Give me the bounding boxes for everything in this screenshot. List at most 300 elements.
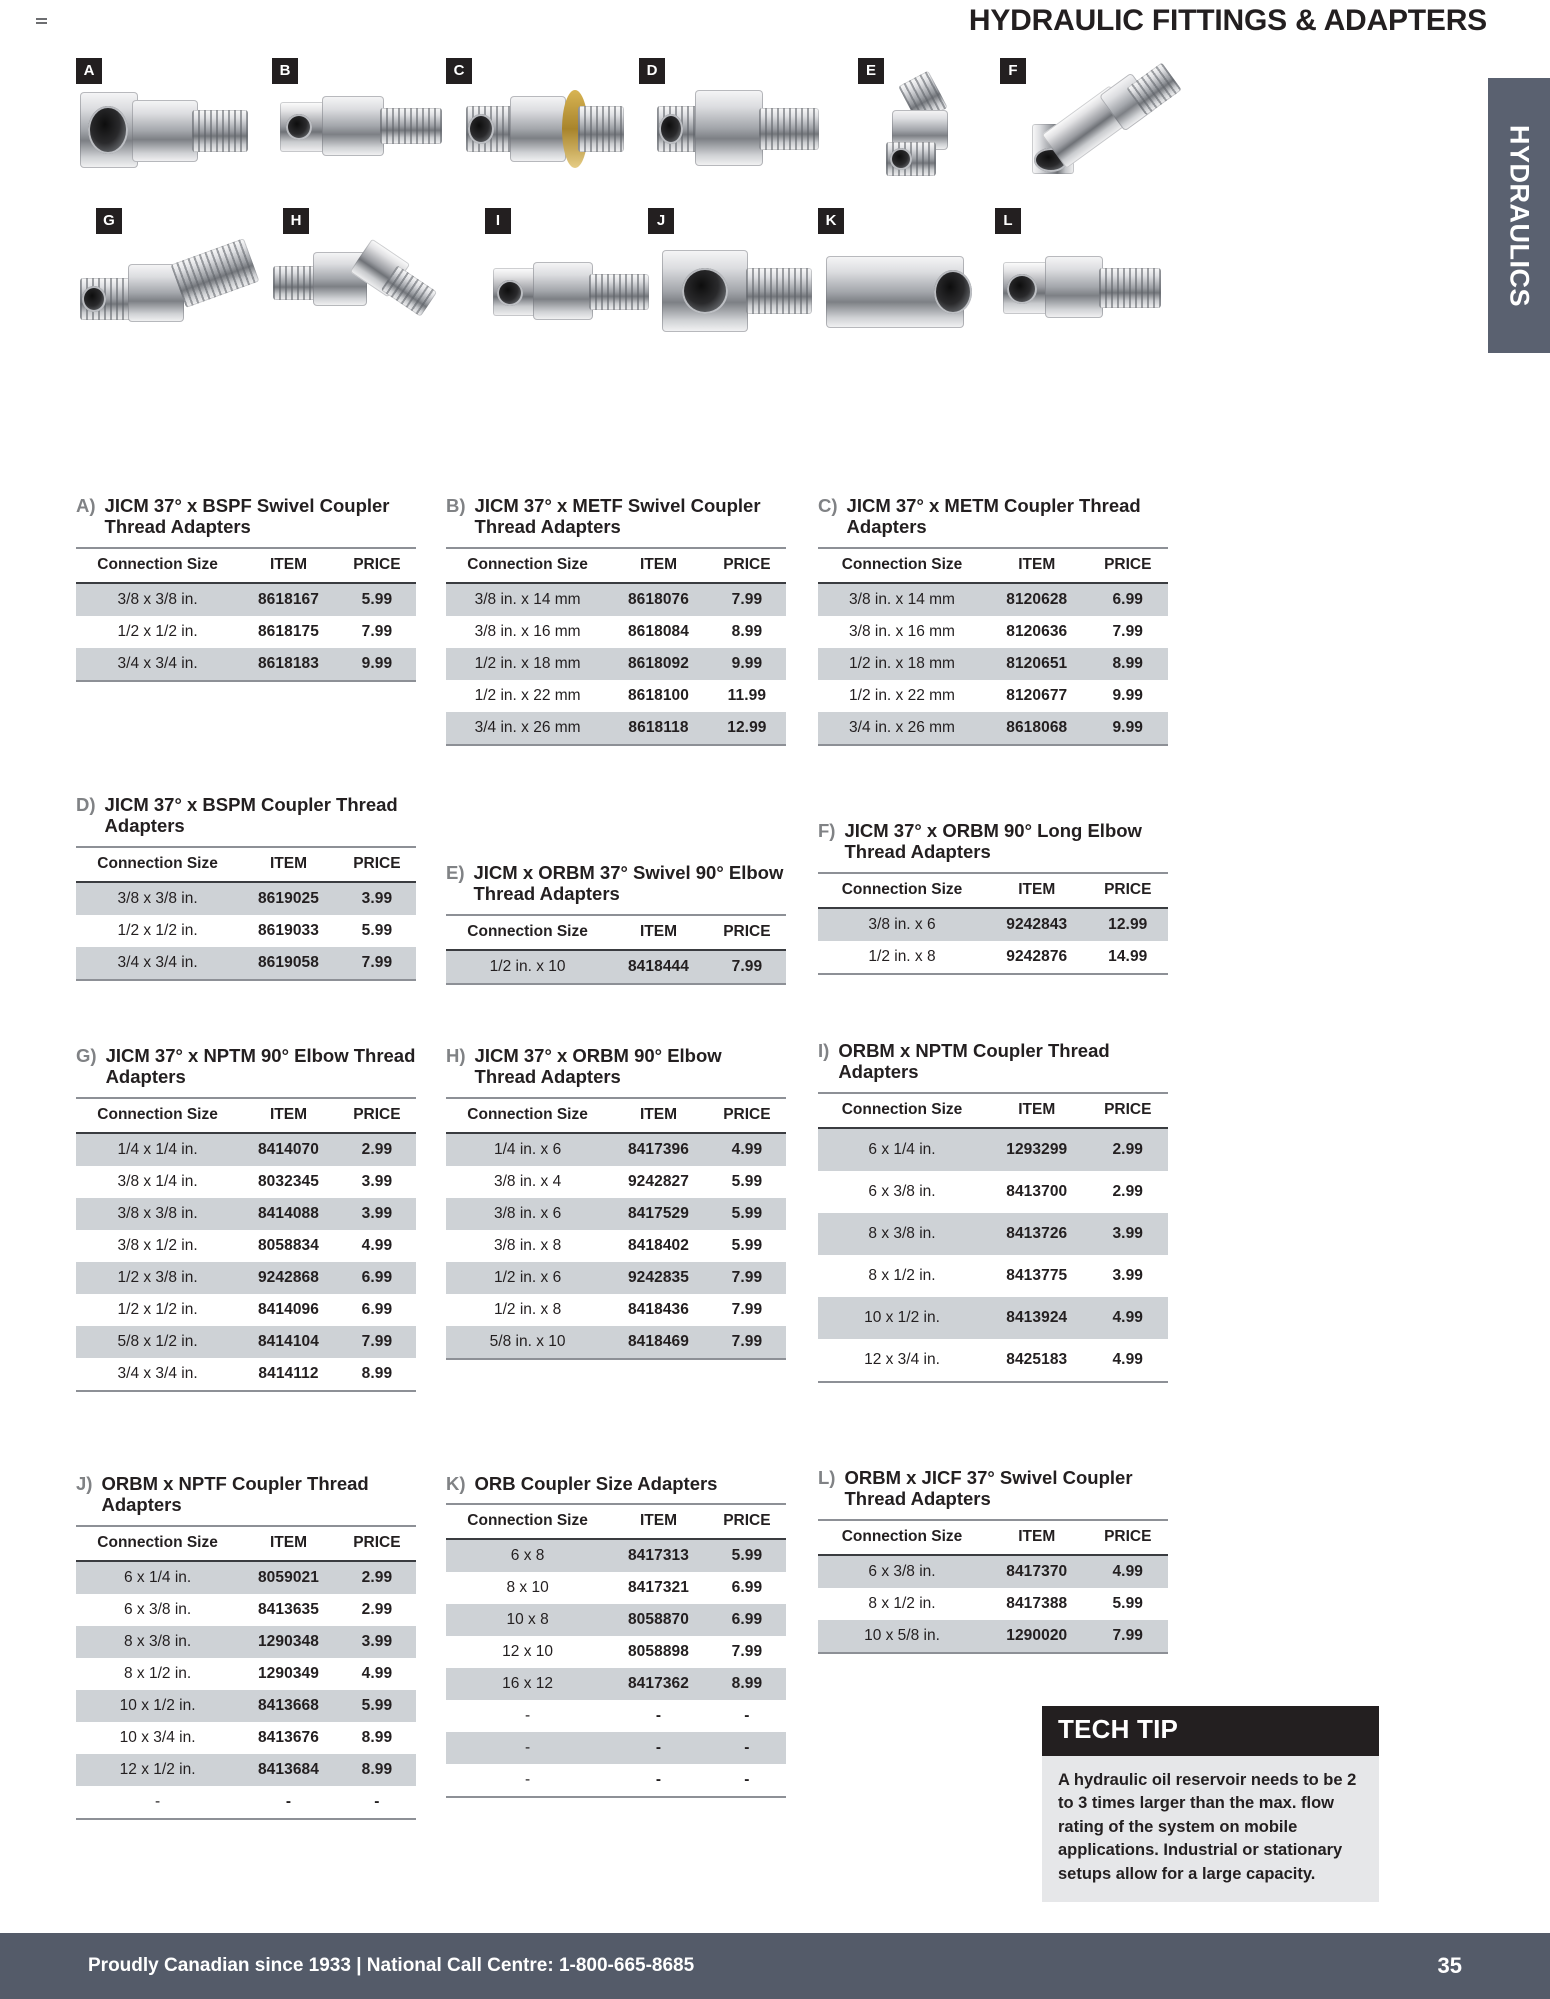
- table-row: [76, 616, 416, 648]
- product-table-d: [76, 846, 416, 981]
- cell-item: 8032345: [239, 1166, 338, 1198]
- col-item: ITEM: [609, 1098, 708, 1133]
- cell-price: 3.99: [1088, 1255, 1169, 1297]
- product-photo-j: [648, 208, 828, 338]
- col-connection-size: Connection Size: [818, 1093, 986, 1128]
- section-tab-hydraulics: [1488, 78, 1550, 353]
- table-letter-j: J): [76, 1473, 93, 1494]
- col-connection-size: Connection Size: [818, 548, 986, 583]
- table-title-c: [818, 495, 1168, 538]
- cell-size: 6 x 8: [446, 1539, 609, 1572]
- cell-size: 3/8 in. x 4: [446, 1166, 609, 1198]
- table-row: [818, 680, 1168, 712]
- table-row: [76, 1166, 416, 1198]
- cell-size: 3/8 in. x 16 mm: [446, 616, 609, 648]
- cell-size: 1/2 x 3/8 in.: [76, 1262, 239, 1294]
- product-table-i: [818, 1092, 1168, 1383]
- cell-size: 3/8 in. x 16 mm: [818, 616, 986, 648]
- cell-price: 3.99: [338, 1198, 416, 1230]
- cell-price: 3.99: [338, 1166, 416, 1198]
- table-row: [446, 1230, 786, 1262]
- product-table-e: [446, 914, 786, 985]
- cell-item: 8425183: [986, 1339, 1088, 1382]
- crop-mark-icon: [36, 18, 47, 25]
- table-row: [446, 1326, 786, 1359]
- table-header-row: [76, 548, 416, 583]
- table-name-k: ORB Coupler Size Adapters: [474, 1473, 718, 1494]
- table-row: [446, 1636, 786, 1668]
- photo-badge-d: D: [639, 58, 665, 84]
- table-row: [818, 1555, 1168, 1588]
- cell-price: 6.99: [338, 1294, 416, 1326]
- cell-size: 3/8 x 3/8 in.: [76, 583, 239, 616]
- cell-price: 3.99: [338, 882, 416, 915]
- cell-price: 5.99: [708, 1539, 786, 1572]
- col-price: PRICE: [1088, 1520, 1169, 1555]
- col-connection-size: Connection Size: [446, 915, 609, 950]
- cell-price: 7.99: [708, 583, 786, 616]
- cell-size: 10 x 5/8 in.: [818, 1620, 986, 1653]
- table-row: [76, 1326, 416, 1358]
- table-header-row: [818, 1520, 1168, 1555]
- col-item: ITEM: [239, 1526, 338, 1561]
- cell-item: 8417529: [609, 1198, 708, 1230]
- cell-price: 14.99: [1088, 941, 1169, 974]
- table-name-b: JICM 37° x METF Swivel Coupler Thread Adapters: [474, 495, 761, 538]
- cell-size: 3/4 x 3/4 in.: [76, 648, 239, 681]
- table-block-g: [76, 1045, 416, 1392]
- cell-item: 8414096: [239, 1294, 338, 1326]
- cell-price: -: [708, 1700, 786, 1732]
- table-title-e: [446, 862, 786, 905]
- cell-size: 6 x 1/4 in.: [818, 1128, 986, 1171]
- table-row: [818, 1128, 1168, 1171]
- cell-price: 6.99: [1088, 583, 1169, 616]
- cell-size: 10 x 1/2 in.: [818, 1297, 986, 1339]
- cell-size: 6 x 1/4 in.: [76, 1561, 239, 1594]
- cell-item: 8413924: [986, 1297, 1088, 1339]
- cell-size: 3/8 in. x 6: [818, 908, 986, 941]
- table-block-h: [446, 1045, 786, 1360]
- product-table-k: [446, 1503, 786, 1798]
- col-item: ITEM: [239, 1098, 338, 1133]
- cell-size: 1/2 in. x 6: [446, 1262, 609, 1294]
- cell-item: 8120677: [986, 680, 1088, 712]
- cell-item: -: [609, 1764, 708, 1797]
- table-title-h: [446, 1045, 786, 1088]
- cell-item: 8413676: [239, 1722, 338, 1754]
- cell-price: 6.99: [338, 1262, 416, 1294]
- cell-size: 8 x 1/2 in.: [76, 1658, 239, 1690]
- cell-size: 8 x 10: [446, 1572, 609, 1604]
- cell-size: 3/8 x 3/8 in.: [76, 882, 239, 915]
- cell-item: 9242835: [609, 1262, 708, 1294]
- cell-item: 8619058: [239, 947, 338, 980]
- table-block-j: [76, 1473, 416, 1820]
- table-row: [446, 1572, 786, 1604]
- product-table-g: [76, 1097, 416, 1392]
- table-header-row: [818, 1093, 1168, 1128]
- table-header-row: [76, 1526, 416, 1561]
- table-row: [76, 1754, 416, 1786]
- table-name-a: JICM 37° x BSPF Swivel Coupler Thread Adapters: [104, 495, 390, 538]
- table-header-row: [446, 1098, 786, 1133]
- table-row: [446, 1539, 786, 1572]
- table-block-k: [446, 1473, 786, 1798]
- table-row: [818, 1339, 1168, 1382]
- cell-size: 1/2 in. x 22 mm: [446, 680, 609, 712]
- table-header-row: [446, 1504, 786, 1539]
- table-row: [446, 648, 786, 680]
- cell-item: 8120628: [986, 583, 1088, 616]
- cell-size: 8 x 1/2 in.: [818, 1588, 986, 1620]
- cell-price: 4.99: [1088, 1339, 1169, 1382]
- cell-price: 7.99: [708, 1326, 786, 1359]
- cell-item: 8120651: [986, 648, 1088, 680]
- cell-item: 8417370: [986, 1555, 1088, 1588]
- col-price: PRICE: [1088, 873, 1169, 908]
- cell-item: 8618076: [609, 583, 708, 616]
- cell-size: 12 x 3/4 in.: [818, 1339, 986, 1382]
- cell-price: 9.99: [338, 648, 416, 681]
- cell-price: 5.99: [338, 583, 416, 616]
- col-price: PRICE: [338, 548, 416, 583]
- fitting-illustration-g: [80, 246, 260, 338]
- table-title-f: [818, 820, 1168, 863]
- product-photo-d: [639, 58, 819, 188]
- cell-size: 3/8 in. x 14 mm: [446, 583, 609, 616]
- cell-item: 8417388: [986, 1588, 1088, 1620]
- table-title-i: [818, 1040, 1168, 1083]
- col-price: PRICE: [1088, 548, 1169, 583]
- col-price: PRICE: [338, 847, 416, 882]
- product-table-a: [76, 547, 416, 682]
- cell-item: 8413668: [239, 1690, 338, 1722]
- cell-size: 6 x 3/8 in.: [76, 1594, 239, 1626]
- cell-item: 8414112: [239, 1358, 338, 1391]
- fitting-illustration-d: [657, 82, 822, 176]
- cell-size: 1/2 x 1/2 in.: [76, 915, 239, 947]
- cell-price: 8.99: [338, 1754, 416, 1786]
- cell-price: 3.99: [1088, 1213, 1169, 1255]
- cell-item: -: [239, 1786, 338, 1819]
- cell-size: -: [446, 1732, 609, 1764]
- cell-price: 9.99: [1088, 680, 1169, 712]
- fitting-illustration-c: [466, 84, 626, 176]
- table-name-g: JICM 37° x NPTM 90° Elbow Thread Adapters: [105, 1045, 416, 1088]
- col-item: ITEM: [609, 915, 708, 950]
- fitting-illustration-b: [280, 92, 445, 164]
- table-name-h: JICM 37° x ORBM 90° Elbow Thread Adapters: [474, 1045, 722, 1088]
- col-price: PRICE: [1088, 1093, 1169, 1128]
- photo-badge-i: I: [485, 208, 511, 234]
- table-letter-b: B): [446, 495, 466, 516]
- cell-size: 1/2 in. x 18 mm: [446, 648, 609, 680]
- table-row: [818, 908, 1168, 941]
- cell-item: 1290349: [239, 1658, 338, 1690]
- table-header-row: [818, 548, 1168, 583]
- cell-item: 8618084: [609, 616, 708, 648]
- table-row: [446, 1732, 786, 1764]
- cell-item: 1290348: [239, 1626, 338, 1658]
- table-name-l: ORBM x JICF 37° Swivel Coupler Thread Adapters: [844, 1467, 1133, 1510]
- cell-item: 8413726: [986, 1213, 1088, 1255]
- cell-size: 16 x 12: [446, 1668, 609, 1700]
- cell-size: 1/2 in. x 8: [446, 1294, 609, 1326]
- product-table-l: [818, 1519, 1168, 1654]
- product-photo-b: [272, 58, 447, 188]
- table-row: [818, 1588, 1168, 1620]
- col-connection-size: Connection Size: [446, 548, 609, 583]
- table-row: [76, 583, 416, 616]
- table-title-b: [446, 495, 786, 538]
- photo-badge-b: B: [272, 58, 298, 84]
- cell-price: 5.99: [338, 1690, 416, 1722]
- table-title-g: [76, 1045, 416, 1088]
- col-connection-size: Connection Size: [818, 873, 986, 908]
- fitting-illustration-a: [80, 84, 250, 176]
- col-item: ITEM: [986, 873, 1088, 908]
- cell-price: 3.99: [338, 1626, 416, 1658]
- cell-size: 3/4 x 3/4 in.: [76, 947, 239, 980]
- cell-item: 8413700: [986, 1171, 1088, 1213]
- cell-size: -: [446, 1764, 609, 1797]
- cell-item: 8414070: [239, 1133, 338, 1166]
- cell-item: 8058834: [239, 1230, 338, 1262]
- col-price: PRICE: [338, 1526, 416, 1561]
- table-row: [446, 1294, 786, 1326]
- product-photo-h: [283, 208, 463, 338]
- cell-price: -: [708, 1764, 786, 1797]
- cell-size: 1/2 in. x 10: [446, 950, 609, 984]
- product-table-c: [818, 547, 1168, 746]
- table-block-l: [818, 1467, 1168, 1654]
- table-row: [818, 1213, 1168, 1255]
- cell-price: 4.99: [1088, 1555, 1169, 1588]
- cell-item: 1290020: [986, 1620, 1088, 1653]
- cell-size: 3/8 in. x 6: [446, 1198, 609, 1230]
- cell-price: 8.99: [708, 616, 786, 648]
- cell-price: 2.99: [1088, 1171, 1169, 1213]
- cell-item: 8417321: [609, 1572, 708, 1604]
- cell-size: 3/4 in. x 26 mm: [818, 712, 986, 745]
- table-row: [76, 1230, 416, 1262]
- cell-item: 9242868: [239, 1262, 338, 1294]
- cell-price: 8.99: [708, 1668, 786, 1700]
- product-photo-a: [76, 58, 251, 188]
- cell-price: 5.99: [1088, 1588, 1169, 1620]
- cell-item: 8618183: [239, 648, 338, 681]
- col-item: ITEM: [609, 1504, 708, 1539]
- cell-item: 8413635: [239, 1594, 338, 1626]
- product-photo-c: [446, 58, 626, 188]
- table-row: [76, 1786, 416, 1819]
- table-row: [446, 1198, 786, 1230]
- cell-item: 8417362: [609, 1668, 708, 1700]
- cell-price: -: [338, 1786, 416, 1819]
- tech-tip-body: A hydraulic oil reservoir needs to be 2 to 3 times larger than the max. flow rating of the system on mobile applications. Industrial or stationary setups allow for a large capacity.: [1042, 1756, 1379, 1902]
- cell-size: 3/8 x 1/2 in.: [76, 1230, 239, 1262]
- table-block-d: [76, 794, 416, 981]
- table-name-i: ORBM x NPTM Coupler Thread Adapters: [838, 1040, 1110, 1083]
- page-footer: [0, 1933, 1550, 1999]
- cell-price: 9.99: [1088, 712, 1169, 745]
- fitting-illustration-h: [273, 242, 448, 338]
- cell-price: 7.99: [708, 1262, 786, 1294]
- table-row: [818, 1171, 1168, 1213]
- cell-item: 8618175: [239, 616, 338, 648]
- cell-item: 8413775: [986, 1255, 1088, 1297]
- product-photo-g: [96, 208, 276, 338]
- cell-price: 7.99: [338, 616, 416, 648]
- table-name-f: JICM 37° x ORBM 90° Long Elbow Thread Adapters: [844, 820, 1142, 863]
- cell-price: 7.99: [708, 950, 786, 984]
- cell-item: 8418436: [609, 1294, 708, 1326]
- cell-price: 11.99: [708, 680, 786, 712]
- table-row: [446, 616, 786, 648]
- table-row: [818, 1297, 1168, 1339]
- footer-tagline: Proudly Canadian since 1933 | National Call Centre: 1-800-665-8685: [88, 1955, 695, 1976]
- page-title: HYDRAULIC FITTINGS & ADAPTERS: [968, 4, 1487, 37]
- table-letter-f: F): [818, 820, 836, 841]
- table-row: [818, 1255, 1168, 1297]
- cell-item: 8417396: [609, 1133, 708, 1166]
- col-item: ITEM: [239, 847, 338, 882]
- table-row: [818, 616, 1168, 648]
- photo-badge-h: H: [283, 208, 309, 234]
- table-title-d: [76, 794, 416, 837]
- table-row: [76, 1690, 416, 1722]
- cell-price: 2.99: [338, 1561, 416, 1594]
- fitting-illustration-f: [1022, 72, 1178, 184]
- cell-price: 5.99: [708, 1198, 786, 1230]
- cell-size: 1/4 x 1/4 in.: [76, 1133, 239, 1166]
- cell-price: 12.99: [1088, 908, 1169, 941]
- col-connection-size: Connection Size: [76, 847, 239, 882]
- cell-size: 12 x 10: [446, 1636, 609, 1668]
- table-block-b: [446, 495, 786, 746]
- table-row: [446, 583, 786, 616]
- cell-size: 8 x 3/8 in.: [818, 1213, 986, 1255]
- table-header-row: [76, 1098, 416, 1133]
- col-price: PRICE: [708, 548, 786, 583]
- cell-price: -: [708, 1732, 786, 1764]
- cell-item: 8618167: [239, 583, 338, 616]
- table-letter-h: H): [446, 1045, 466, 1066]
- cell-price: 2.99: [338, 1594, 416, 1626]
- table-row: [818, 583, 1168, 616]
- col-connection-size: Connection Size: [446, 1098, 609, 1133]
- table-row: [446, 1700, 786, 1732]
- photo-badge-e: E: [858, 58, 884, 84]
- fitting-illustration-e: [872, 76, 992, 180]
- product-table-b: [446, 547, 786, 746]
- col-connection-size: Connection Size: [818, 1520, 986, 1555]
- cell-item: 1293299: [986, 1128, 1088, 1171]
- table-row: [76, 1358, 416, 1391]
- table-row: [446, 1764, 786, 1797]
- table-title-j: [76, 1473, 416, 1516]
- col-item: ITEM: [239, 548, 338, 583]
- table-title-l: [818, 1467, 1168, 1510]
- cell-size: 3/4 in. x 26 mm: [446, 712, 609, 745]
- product-table-j: [76, 1525, 416, 1820]
- table-title-a: [76, 495, 416, 538]
- cell-size: 1/4 in. x 6: [446, 1133, 609, 1166]
- cell-item: 8418469: [609, 1326, 708, 1359]
- table-name-e: JICM x ORBM 37° Swivel 90° Elbow Thread Adapters: [473, 862, 784, 905]
- table-row: [76, 1658, 416, 1690]
- product-photo-e: [858, 58, 1008, 188]
- cell-price: 7.99: [1088, 1620, 1169, 1653]
- cell-price: 5.99: [708, 1230, 786, 1262]
- fitting-illustration-k: [826, 256, 986, 334]
- section-tab-label: HYDRAULICS: [1504, 124, 1535, 307]
- cell-price: 6.99: [708, 1572, 786, 1604]
- tech-tip-heading: TECH TIP: [1042, 1706, 1379, 1756]
- table-row: [76, 648, 416, 681]
- cell-price: 5.99: [708, 1166, 786, 1198]
- cell-size: -: [76, 1786, 239, 1819]
- cell-price: 4.99: [708, 1133, 786, 1166]
- cell-size: -: [446, 1700, 609, 1732]
- cell-size: 1/2 in. x 18 mm: [818, 648, 986, 680]
- cell-item: -: [609, 1700, 708, 1732]
- col-price: PRICE: [338, 1098, 416, 1133]
- cell-price: 7.99: [1088, 616, 1169, 648]
- table-row: [76, 1722, 416, 1754]
- table-row: [76, 1133, 416, 1166]
- cell-price: 4.99: [338, 1658, 416, 1690]
- cell-item: 8058898: [609, 1636, 708, 1668]
- cell-size: 3/8 in. x 14 mm: [818, 583, 986, 616]
- cell-price: 7.99: [708, 1636, 786, 1668]
- table-letter-i: I): [818, 1040, 830, 1061]
- product-photo-grid: [0, 48, 1490, 388]
- table-row: [76, 1561, 416, 1594]
- cell-item: 9242827: [609, 1166, 708, 1198]
- cell-price: 7.99: [708, 1294, 786, 1326]
- cell-item: 8618092: [609, 648, 708, 680]
- product-photo-k: [818, 208, 998, 338]
- cell-price: 12.99: [708, 712, 786, 745]
- photo-badge-j: J: [648, 208, 674, 234]
- cell-size: 1/2 x 1/2 in.: [76, 616, 239, 648]
- cell-size: 6 x 3/8 in.: [818, 1171, 986, 1213]
- cell-price: 7.99: [338, 947, 416, 980]
- table-block-a: [76, 495, 416, 682]
- cell-size: 8 x 1/2 in.: [818, 1255, 986, 1297]
- cell-item: 8618068: [986, 712, 1088, 745]
- table-header-row: [818, 873, 1168, 908]
- cell-item: 9242876: [986, 941, 1088, 974]
- cell-item: 8058870: [609, 1604, 708, 1636]
- table-row: [818, 941, 1168, 974]
- table-row: [76, 947, 416, 980]
- col-connection-size: Connection Size: [446, 1504, 609, 1539]
- table-row: [76, 1294, 416, 1326]
- col-connection-size: Connection Size: [76, 548, 239, 583]
- cell-price: 4.99: [338, 1230, 416, 1262]
- photo-badge-l: L: [995, 208, 1021, 234]
- table-row: [446, 680, 786, 712]
- cell-item: 8418444: [609, 950, 708, 984]
- table-row: [818, 712, 1168, 745]
- cell-size: 10 x 8: [446, 1604, 609, 1636]
- cell-price: 6.99: [708, 1604, 786, 1636]
- table-name-j: ORBM x NPTF Coupler Thread Adapters: [101, 1473, 369, 1516]
- cell-price: 2.99: [1088, 1128, 1169, 1171]
